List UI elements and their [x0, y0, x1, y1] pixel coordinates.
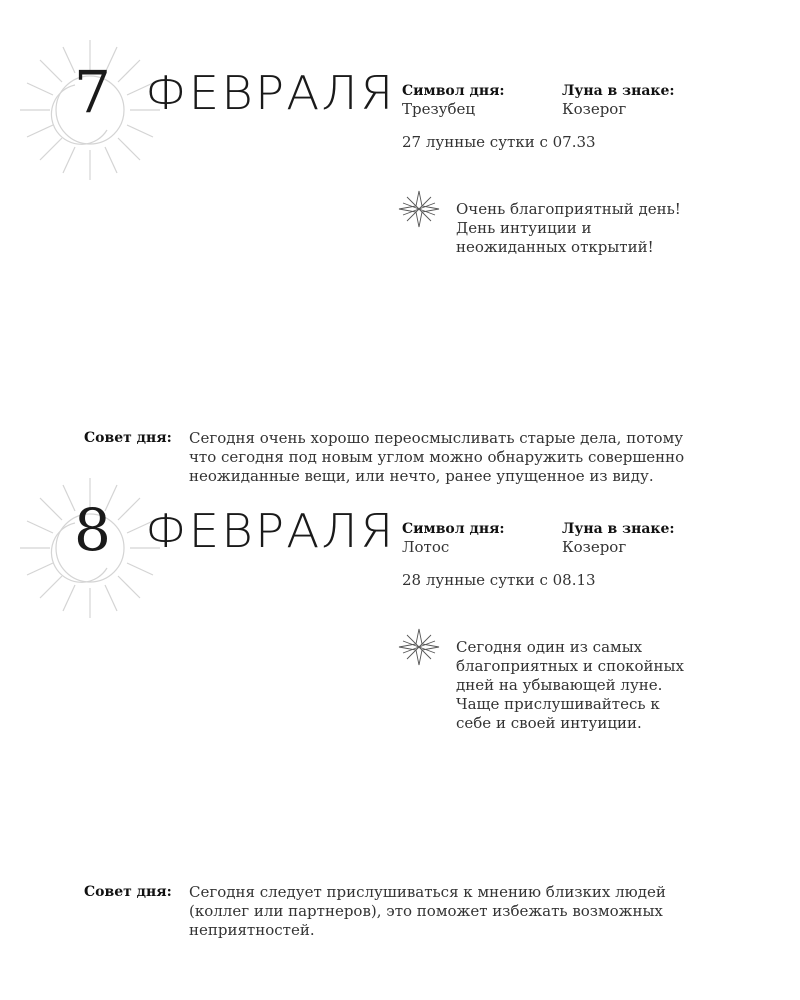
symbol-column [402, 82, 505, 119]
symbol-value: Трезубец [402, 100, 476, 118]
moon-value: Козерог [562, 538, 627, 556]
day-number: 7 [74, 58, 111, 126]
advice-block-8 [84, 883, 704, 940]
day-entry-7 [0, 15, 800, 485]
advice-text: Сегодня следует прислушиваться к мнению близких людей (коллег или партнеров), это поможет избежать возможных неприятностей. [189, 883, 666, 939]
symbol-label: Символ дня: [402, 521, 505, 537]
lunar-day: 27 лунные сутки с 07.33 [402, 133, 596, 151]
advice-label: Совет дня: [84, 884, 172, 900]
day-description: Очень благоприятный день! День интуиции и неожиданных открытий! [456, 200, 681, 256]
symbol-value: Лотос [402, 538, 450, 556]
moon-label: Луна в знаке: [562, 83, 675, 99]
day-entry-8 [0, 453, 800, 923]
lunar-day: 28 лунные сутки с 08.13 [402, 571, 596, 589]
symbol-label: Символ дня: [402, 83, 505, 99]
compass-star-icon [397, 189, 441, 229]
day-description: Сегодня один из самых благоприятных и спокойных дней на убывающей луне. Чаще прислушивайтесь к себе и своей интуиции. [456, 638, 684, 732]
moon-value: Козерог [562, 100, 627, 118]
moon-label: Луна в знаке: [562, 521, 675, 537]
compass-star-icon [397, 627, 441, 667]
symbol-column [402, 520, 505, 557]
month-name: ФЕВРАЛЯ [145, 504, 396, 558]
advice-text: Сегодня очень хорошо переосмысливать старые дела, потому что сегодня под новым углом можно обнаружить совершенно неожиданные вещи, или нечто, ранее упущенное из виду. [189, 429, 685, 485]
moon-column [562, 520, 675, 557]
month-name: ФЕВРАЛЯ [145, 66, 396, 120]
advice-label: Совет дня: [84, 430, 172, 446]
moon-column [562, 82, 675, 119]
day-number: 8 [74, 496, 111, 564]
